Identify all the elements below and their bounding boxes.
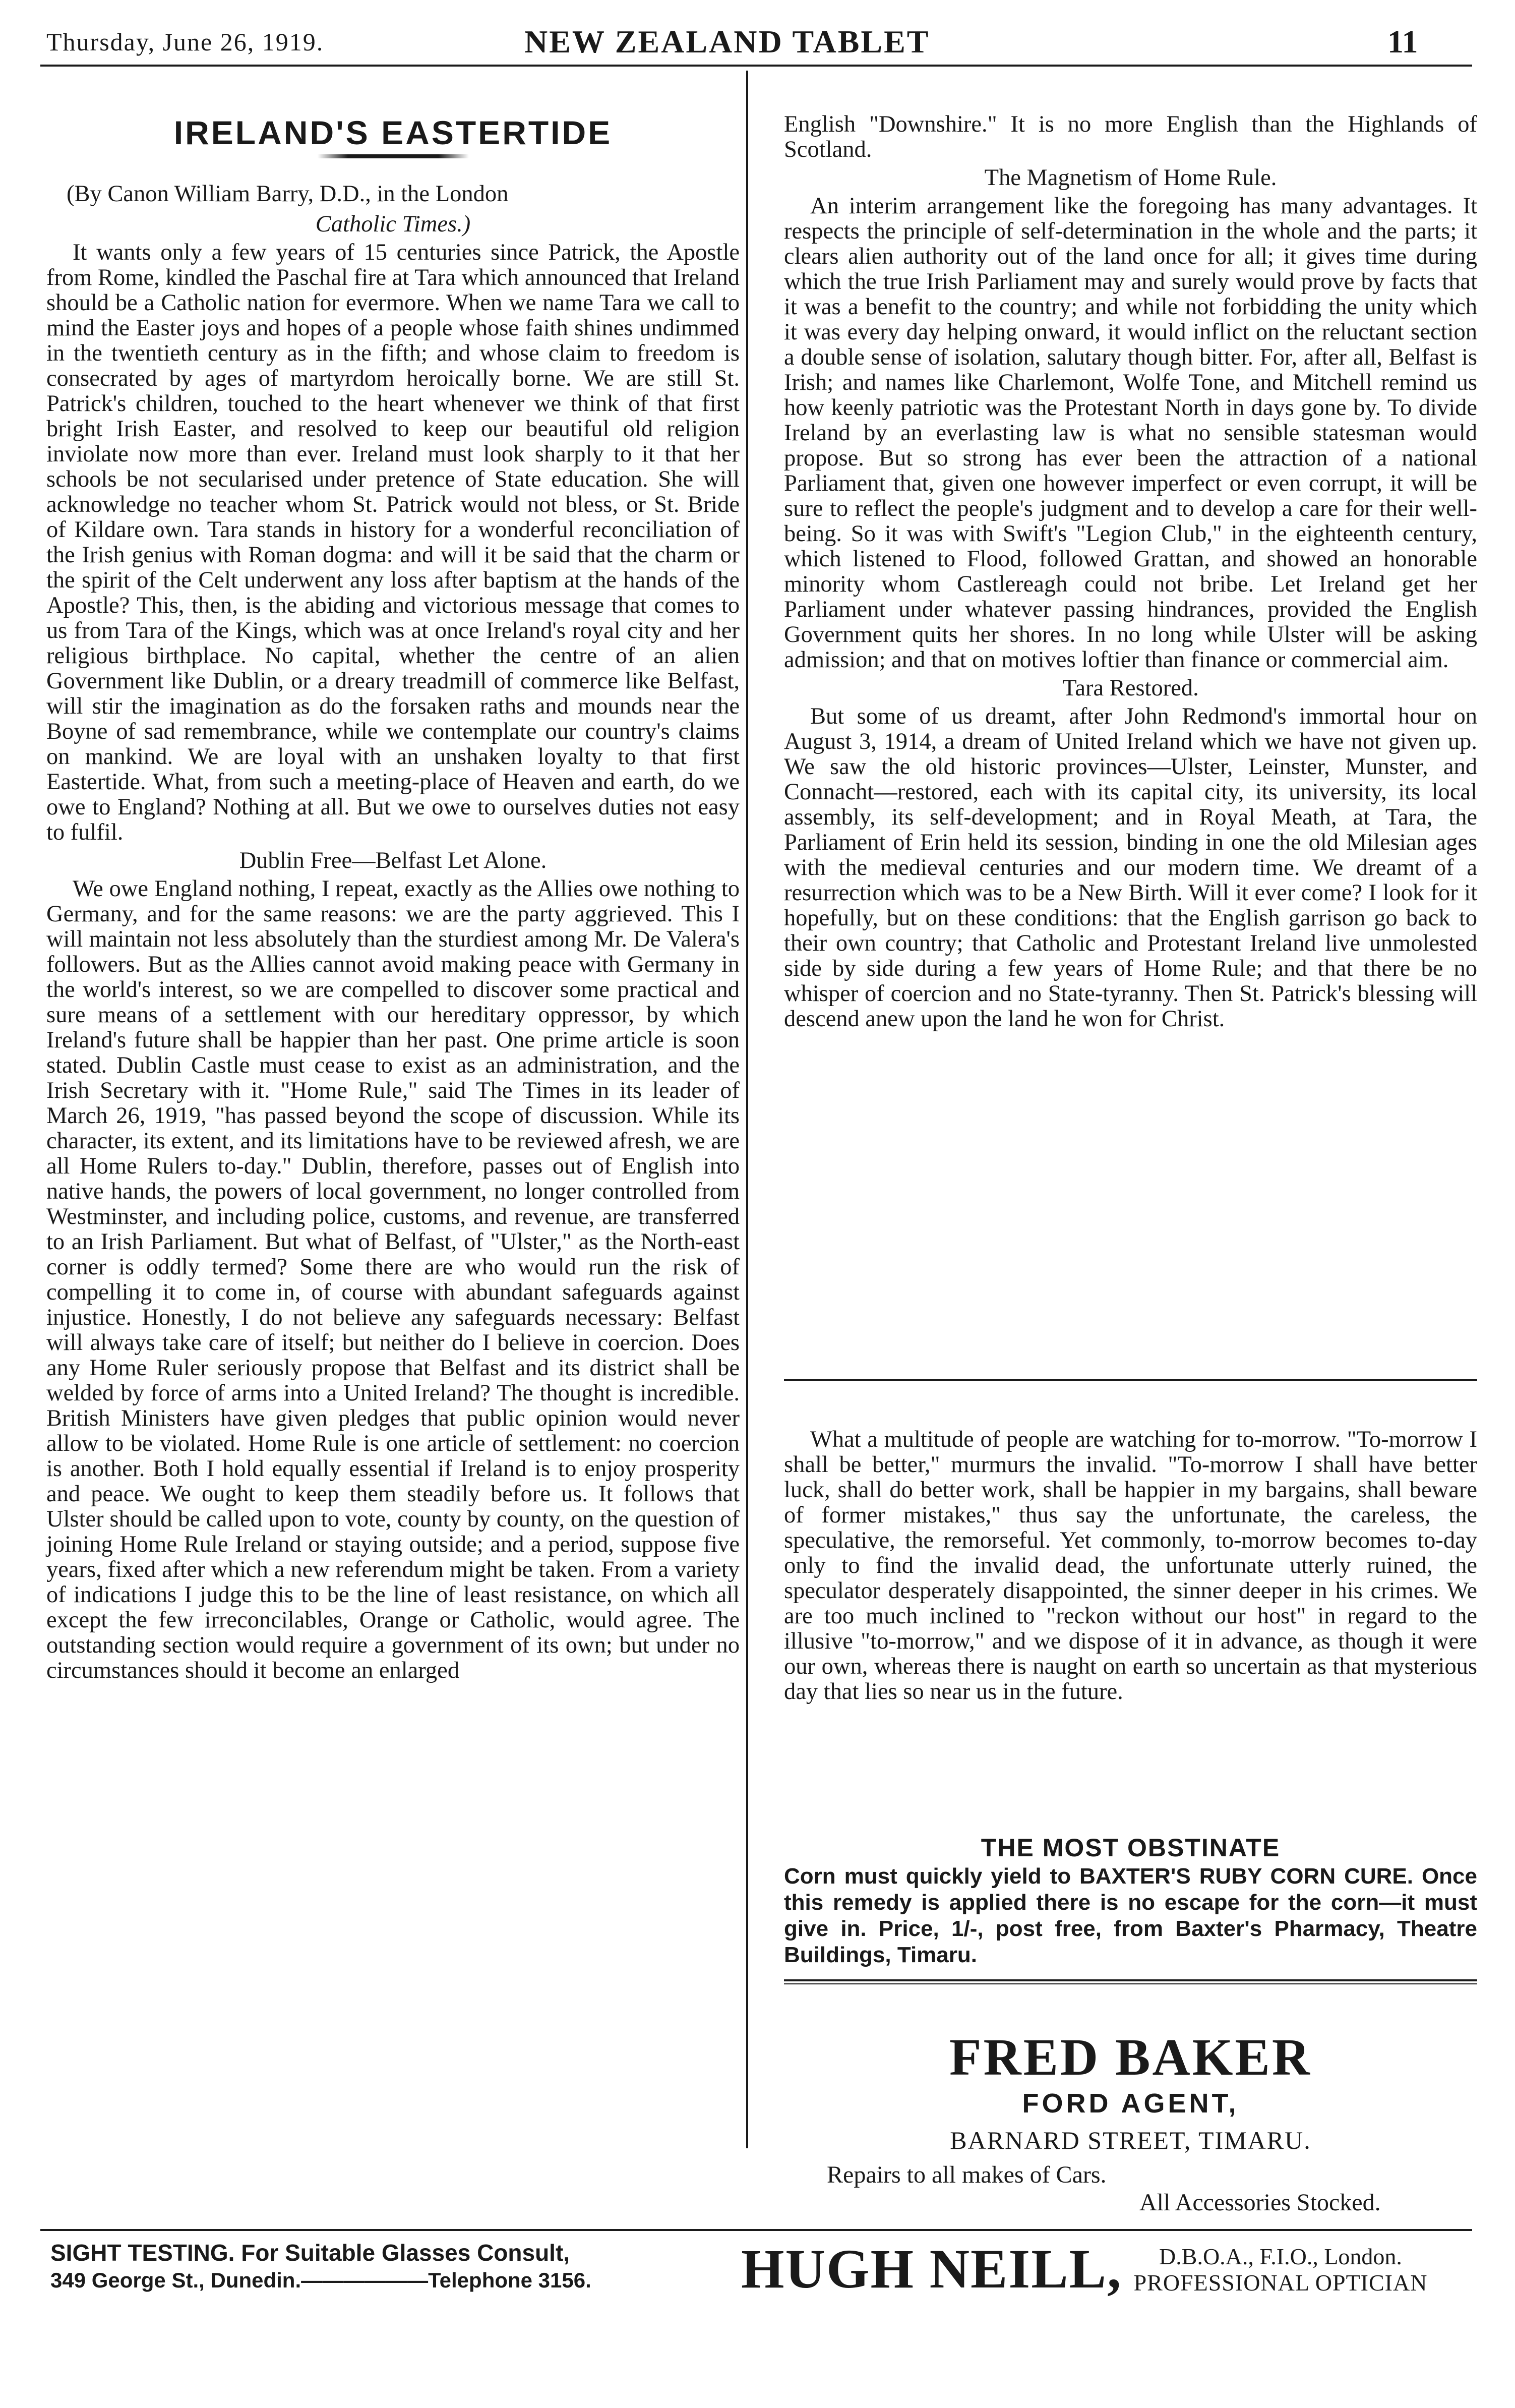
header-rule	[40, 65, 1472, 67]
baker-ad-agent: FORD AGENT,	[1022, 2088, 1239, 2119]
footer-profession: PROFESSIONAL OPTICIAN	[1133, 2270, 1428, 2296]
corn-ad-rule	[784, 1979, 1477, 1984]
magnetism-paragraph: An interim arrangement like the foregoing has many advantages. It respects the principle of self-determination in the whole and the parts; it clears alien authority out of the land once for all; it gives time during which the true Irish Parliament may and surely would prove by facts that it was a benefit to the country; and while not forbidding the unity which it was every day helping onward, it would inflict on the reluctant section a double sense of isolation, salutary though bitter. For, after all, Belfast is Irish; and names like Charlemont, Wolfe Tone, and Mitchell remind us how keenly patriotic was the Protestant North in days gone by. To divide Ireland by an everlasting law is what no sensible statesman would propose. But so strong has ever been the attraction of a national Parliament that, given one however imperfect or even corrupt, it will be sure to reflect the people's judgment and to develop a care for their well-being. So it was with Swift's "Legion Club," in the eighteenth century, which listened to Flood, followed Grattan, and showed an honorable minority whom Castlereagh could not bribe. Let Ireland get her Parliament under whatever passing hindrances, provided the English Government quits her shores. In no long while Ulster will be asking admission; and that on motives loftier than finance or commercial aim.	[784, 193, 1477, 673]
baker-ad-repairs: Repairs to all makes of Cars.	[827, 2161, 1107, 2188]
tara-paragraph: But some of us dreamt, after John Redmond's immortal hour on August 3, 1914, a dream of United Ireland which we have not given up. We saw the old historic provinces—Ulster, Leinster, Munster, and Connacht—restored, each with its capital city, its university, its local assembly, its self-development; and in Royal Meath, at Tara, the Parliament of Erin held its session, binding in one the old Milesian ages with the medieval centuries and our modern time. We dreamt of a resurrection which was to be a New Birth. Will it ever come? I look for it hopefully, but on these conditions: that the English garrison go back to their own country; that Catholic and Protestant Ireland live unmolested side by side during a few years of Home Rule; and that there be no whisper of coercion and no State-tyranny. Then St. Patrick's blessing will descend anew upon the land he won for Christ.	[784, 703, 1477, 1032]
dublin-paragraph: We owe England nothing, I repeat, exactly as the Allies owe nothing to Germany, and for the same reasons: we are the party aggrieved. This I will maintain not less absolutely than the sturdiest among Mr. De Valera's followers. But as the Allies cannot avoid making peace with Germany in the world's interest, so we are compelled to discover some practical and sure means of a settlement with our hereditary oppressor, by which Ireland's future shall be happier than her past. One prime article is soon stated. Dublin Castle must cease to exist as an administration, and the Irish Secretary with it. "Home Rule," said The Times in its leader of March 26, 1919, "has passed beyond the scope of discussion. While its character, its extent, and its limitations have to be reviewed afresh, we are all Home Rulers to-day." Dublin, therefore, passes out of English into native hands, the powers of local government, no longer controlled from Westminster, and including police, customs, and revenue, are transferred to an Irish Parliament. But what of Belfast, of "Ulster," as the North-east corner is oddly termed? Some there are who would run the risk of compelling it to come in, of course with abundant safeguards against injustice. Honestly, I do not believe any safeguards necessary: Belfast will always take care of itself; but neither do I believe in coercion. Does any Home Ruler seriously propose that Belfast and its district shall be welded by force of arms into a United Ireland? The thought is incredible. British Ministers have given pledges that public opinion would never allow to be violated. Home Rule is one article of settlement: no coercion is another. Both I hold equally essential if Ireland is to enjoy prosperity and peace. We ought to keep them steadily before us. It follows that Ulster should be called upon to vote, county by county, on the question of joining Home Rule Ireland or staying outside; and a period, suppose five years, fixed after which a new referendum might be taken. From a variety of indications I judge this to be the line of least resistance, on which all except the few irreconcilables, Orange or Catholic, would agree. The outstanding section would require a government of its own; but under no circumstances should it become an enlarged	[46, 876, 740, 1683]
article-right-column	[784, 112, 1477, 1032]
issue-date: Thursday, June 26, 1919.	[46, 28, 324, 56]
footer-rule	[40, 2229, 1472, 2231]
subhead-tara-restored: Tara Restored.	[1062, 675, 1199, 701]
subhead-dublin-free: Dublin Free—Belfast Let Alone.	[239, 848, 547, 873]
title-ornament-rule	[318, 154, 469, 158]
footer-phone: Telephone 3156.	[428, 2268, 591, 2292]
footer-address-line	[50, 2268, 591, 2293]
page-number: 11	[1387, 24, 1418, 60]
section-separator-rule	[784, 1379, 1477, 1381]
article-byline-source: Catholic Times.)	[315, 211, 471, 237]
footer-dash: ——————	[301, 2268, 429, 2292]
column-divider	[746, 71, 748, 2148]
subhead-magnetism: The Magnetism of Home Rule.	[984, 165, 1277, 191]
baker-ad-accessories: All Accessories Stocked.	[1139, 2189, 1381, 2216]
footer-optician-name: HUGH NEILL,	[741, 2238, 1122, 2300]
intro-paragraph: It wants only a few years of 15 centuries since Patrick, the Apostle from Rome, kindled the Paschal fire at Tara which announced that Ireland should be a Catholic nation for evermore. When we name Tara we call to mind the Easter joys and hopes of a people whose faith shines undimmed in the twentieth century as in the fifth; and whose claim to freedom is consecrated by ages of martyrdom heroically borne. We are still St. Patrick's children, touched to the heart whenever we think of that first bright Irish Easter, and resolved to keep our beautiful old religion inviolate now more than ever. Ireland must look sharply to it that her schools be not secularised under pretence of State education. She will acknowledge no teacher whom St. Patrick would not bless, or St. Bride of Kildare own. Tara stands in history for a wonderful reconciliation of the Irish genius with Roman dogma: and will it be said that the charm or the spirit of the Celt underwent any loss after baptism at the hands of the Apostle? This, then, is the abiding and victorious message that comes to us from Tara of the Kings, which was at once Ireland's royal city and her religious birthplace. No capital, whether the centre of an alien Government like Dublin, or a dreary treadmill of commerce like Belfast, will stir the imagination as do the forsaken raths and mounds near the Boyne of sad remembrance, while we contemplate our country's claims on mankind. We are loyal with an unshaken loyalty to that first Eastertide. What, from such a meeting-place of Heaven and earth, do we owe to England? Nothing at all. But we owe to ourselves duties not easy to fulfil.	[46, 240, 740, 845]
article-left-column	[46, 76, 740, 1683]
corn-ad-body: Corn must quickly yield to BAXTER'S RUBY CORN CURE. Once this remedy is applied there is no escape for the corn—it must give in. Price, 1/-, post free, from Baxter's Pharmacy, Theatre Buildings, Timaru.	[784, 1864, 1477, 1967]
footer-sight-testing: SIGHT TESTING. For Suitable Glasses Consult,	[50, 2240, 570, 2266]
baker-ad-name: FRED BAKER	[949, 2028, 1312, 2086]
baker-ad-address: BARNARD STREET, TIMARU.	[950, 2126, 1311, 2154]
article-byline: (By Canon William Barry, D.D., in the London	[67, 181, 509, 207]
footer-credentials: D.B.O.A., F.I.O., London.	[1159, 2244, 1402, 2269]
newspaper-title: NEW ZEALAND TABLET	[524, 24, 930, 60]
footer-address: 349 George St., Dunedin.	[50, 2268, 301, 2292]
corn-ad-title: THE MOST OBSTINATE	[981, 1834, 1281, 1862]
continuation-paragraph: English "Downshire." It is no more English than the Highlands of Scotland.	[784, 111, 1477, 162]
article-title: IRELAND'S EASTERTIDE	[173, 114, 613, 151]
tomorrow-paragraph: What a multitude of people are watching for to-morrow. "To-morrow I shall be better," murmurs the invalid. "To-morrow I shall have better luck, shall do better work, shall be happier in my bargains, shall beware of former mistakes," thus say the unfortunate, the careless, the speculative, the remorseful. Yet commonly, to-morrow becomes to-day only to find the invalid dead, the unfortunate utterly ruined, the speculator desperately disappointed, the sinner deeper in his crimes. We are too much inclined to "reckon without our host" in regard to the illusive "to-morrow," and we dispose of it in advance, as though it were our own, whereas there is naught on earth so uncertain as that mysterious day that lies so near us in the future.	[784, 1427, 1477, 1705]
